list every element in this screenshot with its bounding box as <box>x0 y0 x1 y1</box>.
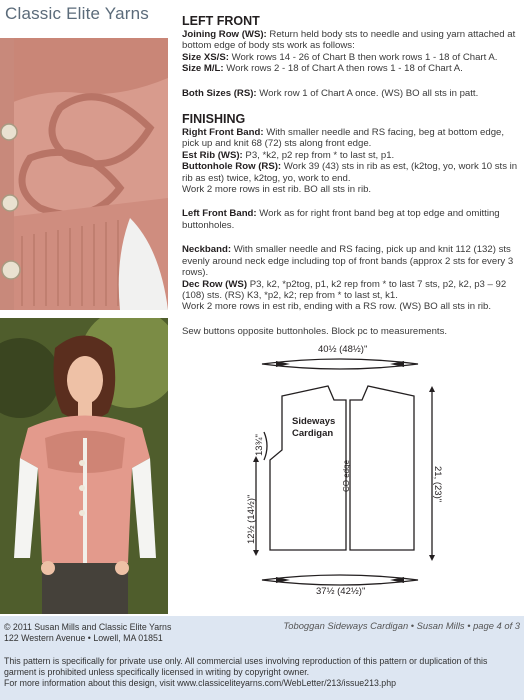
footer-credits <box>4 622 171 644</box>
sew-buttons: Sew buttons opposite buttonholes. Block pc to measurements. <box>182 325 448 337</box>
spacer <box>182 99 520 112</box>
bottom-width-label: 37½ (42½)" <box>316 586 366 597</box>
model-photo <box>0 318 168 614</box>
footer <box>0 616 524 700</box>
page-reference: Toboggan Sideways Cardigan • Susan Mills • page 4 of 3 <box>283 620 520 631</box>
spacer <box>182 231 520 244</box>
height-label: 21, (23)" <box>432 466 443 503</box>
left-front-band: Left Front Band: Work as for right front band beg at top edge and omitting buttonholes. <box>182 208 500 231</box>
closeup-photo <box>0 38 168 310</box>
left-column <box>0 0 170 615</box>
spacer <box>182 75 520 88</box>
schematic-title-2: Cardigan <box>292 428 334 439</box>
footer-notice <box>4 656 518 689</box>
left-front-heading: LEFT FRONT <box>182 14 260 28</box>
usage-notice: This pattern is specifically for private use only. All commercial uses involving reproduction of this pattern or duplication of this garment is prohibited unless specifically licensed in writing by copyright owner. <box>4 656 488 677</box>
top-width-label: 40½ (48½)" <box>318 344 368 355</box>
both-sizes-row: Both Sizes (RS): Work row 1 of Chart A once. (WS) BO all sts in patt. <box>182 87 479 99</box>
copyright: © 2011 Susan Mills and Classic Elite Yarns <box>4 622 172 632</box>
spacer <box>182 195 520 208</box>
side-height-label: 12½ (14½)" <box>246 494 257 544</box>
dec-row-cont: Work 2 more rows in est rib, ending with a RS row. (WS) BO all sts in rib. <box>182 301 492 313</box>
schematic-drawing <box>250 350 520 610</box>
left-front-piece <box>270 386 346 550</box>
spacer <box>182 313 520 326</box>
est-rib: Est Rib (WS): P3, *k2, p2 rep from * to last st, p1. <box>182 149 395 161</box>
size-ml-row: Size M/L: Work rows 2 - 18 of Chart A then rows 1 - 18 of Chart A. <box>182 63 463 75</box>
size-xs-row: Size XS/S: Work rows 14 - 26 of Chart B then work rows 1 - 18 of Chart A. <box>182 51 498 63</box>
schematic-diagram <box>246 344 520 610</box>
closeup-photo-art <box>0 38 168 310</box>
dec-row: Dec Row (WS) P3, k2, *p2tog, p1, k2 rep from * to last 7 sts, p2, k2, p3 – 92 (108) sts. (RS) K3, *p2, k2; rep from * to last st, k1. <box>182 278 507 301</box>
buttonhole-row-cont: Work 2 more rows in est rib. BO all sts in rib. <box>182 184 372 196</box>
joining-row: Joining Row (WS): Return held body sts to needle and using yarn attached at bottom edge of body sts work as follows: <box>182 29 516 52</box>
schematic-title-1: Sideways <box>292 416 336 427</box>
right-front-band: Right Front Band: With smaller needle and RS facing, beg at bottom edge, pick up and knit 68 (72) sts along front edge. <box>182 127 505 150</box>
co-edge-label: CO edge <box>342 459 351 492</box>
brand-logo-text: Classic Elite Yarns <box>5 4 149 23</box>
pattern-text <box>182 14 520 337</box>
armhole-label: 13¾" <box>254 434 265 456</box>
neckband: Neckband: With smaller needle and RS facing, pick up and knit 112 (132) sts evenly around neck edge including top of front bands (approx 2 sts for every 3 rows). <box>182 244 514 279</box>
right-front-piece <box>350 386 414 550</box>
model-photo-art <box>0 318 168 614</box>
address: 122 Western Avenue • Lowell, MA 01851 <box>4 633 163 643</box>
buttonhole-row: Buttonhole Row (RS): Work 39 (43) sts in rib as est, (k2tog, yo, work 10 sts in rib as est) twice, k2tog, yo, work to end. <box>182 161 518 184</box>
finishing-heading: FINISHING <box>182 112 246 127</box>
more-info-link[interactable]: For more information about this design, visit www.classiceliteyarns.com/WebLetter/213/issue213.php <box>4 678 396 688</box>
